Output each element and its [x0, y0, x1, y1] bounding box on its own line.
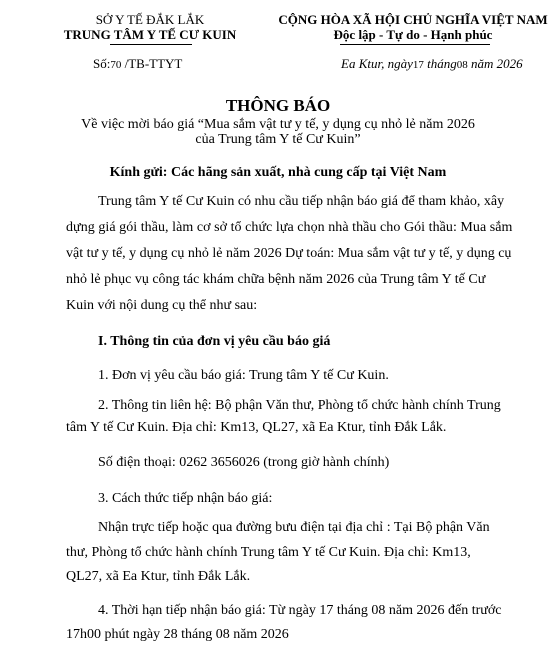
item-4-line-1: 4. Thời hạn tiếp nhận báo giá: Từ ngày 17 tháng 08 năm 2026 đến trước: [98, 603, 502, 618]
section-1-item-1: 1. Đơn vị yêu cầu báo giá: Trung tâm Y tế Cư Kuin.: [98, 368, 389, 383]
item-4-line-2: 17h00 phút ngày 28 tháng 08 năm 2026: [66, 627, 289, 642]
number-prefix: Số:: [93, 56, 111, 71]
date-day: 17: [412, 59, 424, 71]
intro-line-1: Trung tâm Y tế Cư Kuin có nhu cầu tiếp nhận báo giá để tham khảo, xây: [98, 194, 505, 209]
date-month-label: tháng: [423, 56, 457, 71]
number-value: 70: [110, 59, 122, 71]
number-suffix: /TB-TTYT: [121, 56, 183, 71]
section-1-heading: I. Thông tin của đơn vị yêu cầu báo giá: [98, 334, 331, 349]
recipient: [0, 164, 556, 182]
intro-line-3: vật tư y tế, y dụng cụ nhỏ lẻ năm 2026 Dự toán: Mua sắm vật tư y tế, y dụng cụ: [66, 246, 512, 261]
subject-line-1: Về việc mời báo giá “Mua sắm vật tư y tế, y dụng cụ nhỏ lẻ năm 2026: [81, 117, 475, 132]
document-date: [341, 56, 523, 73]
section-1-item-2-line-2: tâm Y tế Cư Kuin. Địa chỉ: Km13, QL27, xã Ea Ktur, tỉnh Đắk Lắk.: [66, 420, 447, 435]
item-3-line-3: QL27, xã Ea Ktur, tỉnh Đắk Lắk.: [66, 569, 251, 584]
recipient-text: Kính gửi: Các hãng sản xuất, nhà cung cấp tại Việt Nam: [109, 165, 447, 180]
national-motto: Độc lập - Tự do - Hạnh phúc: [333, 27, 493, 42]
date-month: 08: [456, 59, 468, 71]
nation-name: CỘNG HÒA XÃ HỘI CHỦ NGHĨA VIỆT NAM: [278, 12, 548, 27]
motto-underline: [340, 44, 490, 45]
date-year: năm 2026: [467, 56, 523, 71]
phone-line: Số điện thoại: 0262 3656026 (trong giờ hành chính): [98, 455, 390, 470]
intro-line-5: Kuin với nội dung cụ thể như sau:: [66, 298, 258, 313]
intro-line-4: nhỏ lẻ phục vụ công tác khám chữa bệnh năm 2026 của Trung tâm Y tế Cư: [66, 272, 486, 287]
organization-name: TRUNG TÂM Y TẾ CƯ KUIN: [63, 27, 237, 42]
intro-line-2: dựng giá gói thầu, làm cơ sở tổ chức lựa chọn nhà thầu cho Gói thầu: Mua sắm: [66, 220, 513, 235]
document-title: THÔNG BÁO: [225, 96, 331, 115]
item-3-line-1: Nhận trực tiếp hoặc qua đường bưu điện tại địa chỉ : Tại Bộ phận Văn: [98, 520, 490, 535]
department-name: SỞ Y TẾ ĐẮK LẮK: [95, 12, 205, 27]
date-place: Ea Ktur, ngày: [341, 56, 413, 71]
document-number: [93, 56, 182, 73]
section-1-item-3: 3. Cách thức tiếp nhận báo giá:: [98, 491, 273, 506]
item-3-line-2: thư, Phòng tổ chức hành chính Trung tâm Y tế Cư Kuin. Địa chỉ: Km13,: [66, 545, 471, 560]
section-1-item-2-line-1: 2. Thông tin liên hệ: Bộ phận Văn thư, Phòng tổ chức hành chính Trung: [98, 398, 501, 413]
subject-line-2: của Trung tâm Y tế Cư Kuin”: [195, 132, 361, 147]
org-underline: [110, 44, 192, 45]
